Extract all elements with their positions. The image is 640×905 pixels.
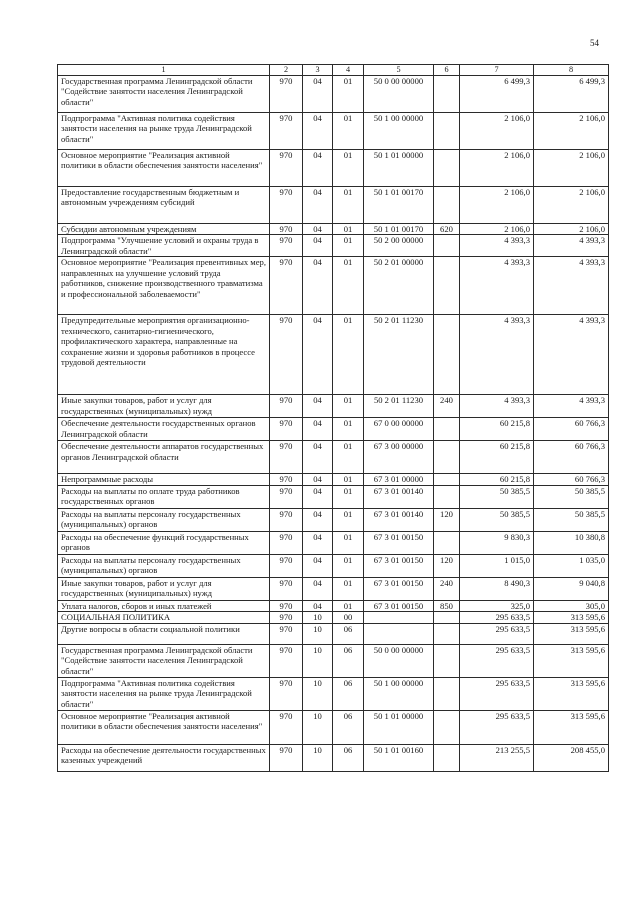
amount-year2-cell: 2 106,0 [534, 113, 609, 150]
grbs-code-cell: 970 [270, 315, 303, 395]
row-name-cell: Субсидии автономным учреждениям [58, 224, 270, 235]
amount-year1-cell: 60 215,8 [460, 474, 534, 485]
table-row [58, 187, 609, 224]
section-code-cell: 04 [303, 395, 333, 418]
expense-type-cell: 240 [434, 395, 460, 418]
amount-year2-cell: 60 766,3 [534, 418, 609, 441]
row-name-cell: Основное мероприятие "Реализация превентивных мер, направленных на улучшение условий труда работников, снижение производственного травматизма и профессиональной заболеваемости" [58, 257, 270, 315]
subsection-code-cell: 01 [333, 150, 364, 187]
table-row [58, 612, 609, 623]
expense-type-cell [434, 710, 460, 744]
row-name-cell: Расходы на выплаты по оплате труда работников государственных органов [58, 485, 270, 508]
section-code-cell: 04 [303, 257, 333, 315]
subsection-code-cell: 01 [333, 113, 364, 150]
subsection-code-cell: 01 [333, 418, 364, 441]
table-row [58, 315, 609, 395]
row-name-cell: Расходы на выплаты персоналу государственных (муниципальных) органов [58, 554, 270, 577]
section-code-cell: 10 [303, 710, 333, 744]
subsection-code-cell: 01 [333, 395, 364, 418]
amount-year2-cell: 2 106,0 [534, 187, 609, 224]
amount-year1-cell: 2 106,0 [460, 150, 534, 187]
target-article-cell: 67 0 00 00000 [364, 418, 434, 441]
section-code-cell: 04 [303, 113, 333, 150]
amount-year1-cell: 4 393,3 [460, 315, 534, 395]
expense-type-cell [434, 531, 460, 554]
expense-type-cell [434, 612, 460, 623]
amount-year1-cell: 60 215,8 [460, 418, 534, 441]
grbs-code-cell: 970 [270, 623, 303, 644]
expense-type-cell: 120 [434, 508, 460, 531]
subsection-code-cell: 01 [333, 441, 364, 474]
amount-year1-cell: 50 385,5 [460, 485, 534, 508]
amount-year1-cell: 295 633,5 [460, 612, 534, 623]
subsection-code-cell: 01 [333, 531, 364, 554]
section-code-cell: 04 [303, 150, 333, 187]
row-name-cell: Расходы на выплаты персоналу государственных (муниципальных) органов [58, 508, 270, 531]
row-name-cell: Основное мероприятие "Реализация активной политики в области обеспечения занятости населения" [58, 710, 270, 744]
grbs-code-cell: 970 [270, 224, 303, 235]
row-name-cell: Государственная программа Ленинградской области "Содействие занятости населения Ленинградской области" [58, 76, 270, 113]
table-row [58, 644, 609, 677]
amount-year2-cell: 313 595,6 [534, 612, 609, 623]
amount-year2-cell: 313 595,6 [534, 710, 609, 744]
column-header: 2 [270, 65, 303, 76]
table-row [58, 224, 609, 235]
subsection-code-cell: 06 [333, 677, 364, 710]
amount-year1-cell: 50 385,5 [460, 508, 534, 531]
subsection-code-cell: 01 [333, 187, 364, 224]
grbs-code-cell: 970 [270, 395, 303, 418]
expense-type-cell [434, 113, 460, 150]
subsection-code-cell: 06 [333, 623, 364, 644]
grbs-code-cell: 970 [270, 577, 303, 600]
amount-year2-cell: 9 040,8 [534, 577, 609, 600]
expense-type-cell [434, 187, 460, 224]
expense-type-cell [434, 315, 460, 395]
target-article-cell: 50 1 01 00170 [364, 224, 434, 235]
amount-year2-cell: 4 393,3 [534, 315, 609, 395]
section-code-cell: 10 [303, 677, 333, 710]
amount-year1-cell: 295 633,5 [460, 623, 534, 644]
section-code-cell: 04 [303, 418, 333, 441]
amount-year2-cell: 313 595,6 [534, 623, 609, 644]
target-article-cell: 50 2 00 00000 [364, 235, 434, 257]
table-row [58, 531, 609, 554]
subsection-code-cell: 01 [333, 257, 364, 315]
section-code-cell: 10 [303, 623, 333, 644]
section-code-cell: 04 [303, 315, 333, 395]
row-name-cell: Подпрограмма "Улучшение условий и охраны труда в Ленинградской области" [58, 235, 270, 257]
amount-year1-cell: 6 499,3 [460, 76, 534, 113]
grbs-code-cell: 970 [270, 612, 303, 623]
row-name-cell: Расходы на обеспечение функций государственных органов [58, 531, 270, 554]
grbs-code-cell: 970 [270, 76, 303, 113]
target-article-cell: 67 3 01 00150 [364, 531, 434, 554]
target-article-cell: 67 3 01 00150 [364, 554, 434, 577]
expense-type-cell: 240 [434, 577, 460, 600]
row-name-cell: Расходы на обеспечение деятельности государственных казенных учреждений [58, 744, 270, 771]
target-article-cell [364, 623, 434, 644]
target-article-cell: 67 3 01 00150 [364, 577, 434, 600]
amount-year1-cell: 2 106,0 [460, 113, 534, 150]
amount-year2-cell: 10 380,8 [534, 531, 609, 554]
amount-year2-cell: 2 106,0 [534, 224, 609, 235]
amount-year2-cell: 50 385,5 [534, 508, 609, 531]
grbs-code-cell: 970 [270, 554, 303, 577]
table-row [58, 554, 609, 577]
section-code-cell: 10 [303, 644, 333, 677]
amount-year2-cell: 1 035,0 [534, 554, 609, 577]
expense-type-cell [434, 744, 460, 771]
target-article-cell: 50 0 00 00000 [364, 644, 434, 677]
grbs-code-cell: 970 [270, 257, 303, 315]
table-row [58, 677, 609, 710]
row-name-cell: Подпрограмма "Активная политика содействия занятости населения на рынке труда Ленинградской области" [58, 677, 270, 710]
subsection-code-cell: 01 [333, 76, 364, 113]
target-article-cell: 50 1 00 00000 [364, 113, 434, 150]
section-code-cell: 04 [303, 76, 333, 113]
expense-type-cell: 120 [434, 554, 460, 577]
amount-year1-cell: 4 393,3 [460, 235, 534, 257]
subsection-code-cell: 01 [333, 554, 364, 577]
amount-year1-cell: 2 106,0 [460, 224, 534, 235]
column-header: 3 [303, 65, 333, 76]
table-body [58, 76, 609, 772]
target-article-cell: 50 2 01 00000 [364, 257, 434, 315]
row-name-cell: Обеспечение деятельности аппаратов государственных органов Ленинградской области [58, 441, 270, 474]
section-code-cell: 04 [303, 441, 333, 474]
row-name-cell: Подпрограмма "Активная политика содействия занятости населения на рынке труда Ленинградской области" [58, 113, 270, 150]
row-name-cell: Основное мероприятие "Реализация активной политики в области обеспечения занятости населения" [58, 150, 270, 187]
amount-year1-cell: 295 633,5 [460, 710, 534, 744]
table-row [58, 474, 609, 485]
section-code-cell: 04 [303, 224, 333, 235]
section-code-cell: 10 [303, 612, 333, 623]
table-row [58, 441, 609, 474]
subsection-code-cell: 01 [333, 485, 364, 508]
table-row [58, 235, 609, 257]
row-name-cell: Уплата налогов, сборов и иных платежей [58, 600, 270, 611]
section-code-cell: 04 [303, 485, 333, 508]
target-article-cell: 67 3 01 00150 [364, 600, 434, 611]
grbs-code-cell: 970 [270, 441, 303, 474]
column-header: 1 [58, 65, 270, 76]
amount-year2-cell: 50 385,5 [534, 485, 609, 508]
grbs-code-cell: 970 [270, 235, 303, 257]
row-name-cell: Государственная программа Ленинградской области "Содействие занятости населения Ленинградской области" [58, 644, 270, 677]
target-article-cell: 67 3 01 00140 [364, 508, 434, 531]
amount-year2-cell: 313 595,6 [534, 644, 609, 677]
expense-type-cell [434, 441, 460, 474]
target-article-cell: 50 1 01 00160 [364, 744, 434, 771]
expense-type-cell [434, 644, 460, 677]
table-row [58, 113, 609, 150]
subsection-code-cell: 01 [333, 600, 364, 611]
row-name-cell: Непрограммные расходы [58, 474, 270, 485]
row-name-cell: Иные закупки товаров, работ и услуг для государственных (муниципальных) нужд [58, 577, 270, 600]
target-article-cell: 50 1 01 00000 [364, 150, 434, 187]
column-header: 8 [534, 65, 609, 76]
amount-year1-cell: 9 830,3 [460, 531, 534, 554]
section-code-cell: 10 [303, 744, 333, 771]
target-article-cell: 50 0 00 00000 [364, 76, 434, 113]
grbs-code-cell: 970 [270, 600, 303, 611]
expense-type-cell [434, 257, 460, 315]
grbs-code-cell: 970 [270, 474, 303, 485]
table-row [58, 418, 609, 441]
expense-type-cell [434, 76, 460, 113]
column-header: 7 [460, 65, 534, 76]
subsection-code-cell: 06 [333, 644, 364, 677]
table-row [58, 710, 609, 744]
grbs-code-cell: 970 [270, 508, 303, 531]
subsection-code-cell: 06 [333, 710, 364, 744]
subsection-code-cell: 01 [333, 474, 364, 485]
subsection-code-cell: 01 [333, 224, 364, 235]
amount-year2-cell: 4 393,3 [534, 235, 609, 257]
table-row [58, 395, 609, 418]
amount-year2-cell: 208 455,0 [534, 744, 609, 771]
amount-year2-cell: 60 766,3 [534, 474, 609, 485]
table-row [58, 623, 609, 644]
table-row [58, 76, 609, 113]
column-header: 6 [434, 65, 460, 76]
table-row [58, 150, 609, 187]
expense-type-cell: 850 [434, 600, 460, 611]
grbs-code-cell: 970 [270, 418, 303, 441]
amount-year2-cell: 2 106,0 [534, 150, 609, 187]
section-code-cell: 04 [303, 235, 333, 257]
expense-type-cell: 620 [434, 224, 460, 235]
section-code-cell: 04 [303, 531, 333, 554]
target-article-cell: 50 1 00 00000 [364, 677, 434, 710]
grbs-code-cell: 970 [270, 150, 303, 187]
amount-year2-cell: 60 766,3 [534, 441, 609, 474]
amount-year1-cell: 60 215,8 [460, 441, 534, 474]
page-number: 54 [590, 38, 599, 48]
amount-year1-cell: 2 106,0 [460, 187, 534, 224]
column-number-row [58, 65, 609, 76]
section-code-cell: 04 [303, 577, 333, 600]
amount-year1-cell: 4 393,3 [460, 257, 534, 315]
section-code-cell: 04 [303, 474, 333, 485]
column-header: 5 [364, 65, 434, 76]
target-article-cell: 50 2 01 11230 [364, 395, 434, 418]
amount-year1-cell: 213 255,5 [460, 744, 534, 771]
table-row [58, 600, 609, 611]
row-name-cell: СОЦИАЛЬНАЯ ПОЛИТИКА [58, 612, 270, 623]
column-header: 4 [333, 65, 364, 76]
table-row [58, 257, 609, 315]
table-row [58, 744, 609, 771]
subsection-code-cell: 01 [333, 577, 364, 600]
subsection-code-cell: 00 [333, 612, 364, 623]
target-article-cell [364, 612, 434, 623]
target-article-cell: 50 1 01 00170 [364, 187, 434, 224]
row-name-cell: Другие вопросы в области социальной политики [58, 623, 270, 644]
amount-year2-cell: 4 393,3 [534, 257, 609, 315]
amount-year2-cell: 6 499,3 [534, 76, 609, 113]
amount-year1-cell: 1 015,0 [460, 554, 534, 577]
table-row [58, 508, 609, 531]
grbs-code-cell: 970 [270, 531, 303, 554]
expense-type-cell [434, 150, 460, 187]
grbs-code-cell: 970 [270, 113, 303, 150]
target-article-cell: 67 3 00 00000 [364, 441, 434, 474]
amount-year1-cell: 295 633,5 [460, 677, 534, 710]
subsection-code-cell: 06 [333, 744, 364, 771]
section-code-cell: 04 [303, 600, 333, 611]
expense-type-cell [434, 485, 460, 508]
subsection-code-cell: 01 [333, 508, 364, 531]
target-article-cell: 67 3 01 00140 [364, 485, 434, 508]
grbs-code-cell: 970 [270, 187, 303, 224]
subsection-code-cell: 01 [333, 315, 364, 395]
target-article-cell: 50 1 01 00000 [364, 710, 434, 744]
expense-type-cell [434, 677, 460, 710]
row-name-cell: Иные закупки товаров, работ и услуг для государственных (муниципальных) нужд [58, 395, 270, 418]
section-code-cell: 04 [303, 187, 333, 224]
expense-type-cell [434, 623, 460, 644]
grbs-code-cell: 970 [270, 485, 303, 508]
table-row [58, 485, 609, 508]
grbs-code-cell: 970 [270, 644, 303, 677]
row-name-cell: Предоставление государственным бюджетным и автономным учреждениям субсидий [58, 187, 270, 224]
amount-year2-cell: 313 595,6 [534, 677, 609, 710]
target-article-cell: 50 2 01 11230 [364, 315, 434, 395]
table-row [58, 577, 609, 600]
target-article-cell: 67 3 01 00000 [364, 474, 434, 485]
section-code-cell: 04 [303, 554, 333, 577]
amount-year1-cell: 295 633,5 [460, 644, 534, 677]
section-code-cell: 04 [303, 508, 333, 531]
budget-table [57, 64, 609, 772]
amount-year2-cell: 4 393,3 [534, 395, 609, 418]
grbs-code-cell: 970 [270, 677, 303, 710]
amount-year1-cell: 325,0 [460, 600, 534, 611]
subsection-code-cell: 01 [333, 235, 364, 257]
expense-type-cell [434, 418, 460, 441]
row-name-cell: Предупредительные мероприятия организационно-технического, санитарно-гигиенического, профилактического характера, направленные на сохранение жизни и здоровья работников в процессе трудовой деятельности [58, 315, 270, 395]
grbs-code-cell: 970 [270, 710, 303, 744]
amount-year2-cell: 305,0 [534, 600, 609, 611]
expense-type-cell [434, 474, 460, 485]
expense-type-cell [434, 235, 460, 257]
row-name-cell: Обеспечение деятельности государственных органов Ленинградской области [58, 418, 270, 441]
amount-year1-cell: 4 393,3 [460, 395, 534, 418]
amount-year1-cell: 8 490,3 [460, 577, 534, 600]
grbs-code-cell: 970 [270, 744, 303, 771]
